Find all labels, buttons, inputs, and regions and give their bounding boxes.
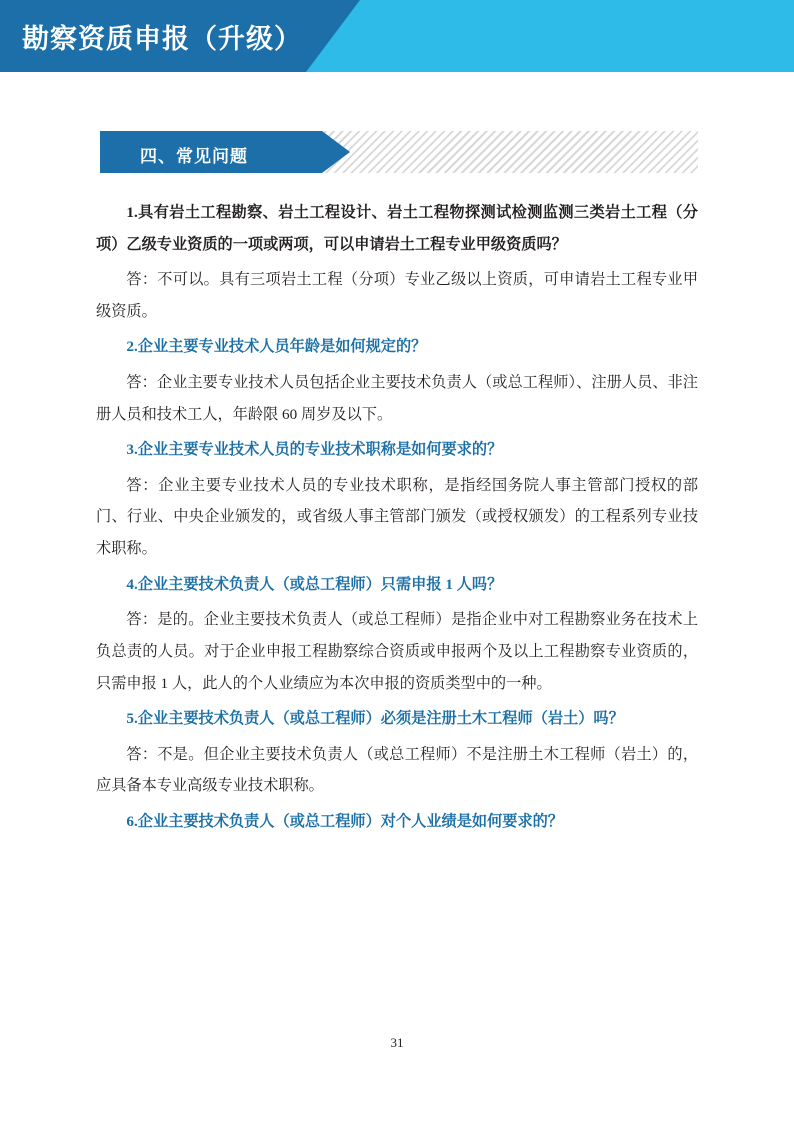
faq-answer: 答：不是。但企业主要技术负责人（或总工程师）不是注册土木工程师（岩土）的，应具备本专业高级专业技术职称。 (96, 745, 698, 795)
document-title: 勘察资质申报（升级） (22, 24, 302, 54)
section-hatch-decoration (300, 131, 698, 173)
faq-question: 3.企业主要专业技术人员的专业技术职称是如何要求的？ (126, 441, 503, 459)
section-heading-label: 四、常见问题 (140, 147, 248, 166)
page-number: 31 (390, 1035, 404, 1050)
faq-answer: 答：是的。企业主要技术负责人（或总工程师）是指企业中对工程勘察业务在技术上负总责的人员。对于企业申报工程勘察综合资质或申报两个及以上工程勘察专业资质的，只需申报 1 人，此人的个人业绩应为本次申报的资质类型中的一种。 (96, 611, 698, 692)
faq-answer: 答：企业主要专业技术人员的专业技术职称，是指经国务院人事主管部门授权的部门、行业、中央企业颁发的，或省级人事主管部门颁发（或授权颁发）的工程系列专业技术职称。 (96, 476, 698, 558)
page-header (0, 0, 794, 72)
faq-answer: 答：不可以。具有三项岩土工程（分项）专业乙级以上资质，可申请岩土工程专业甲级资质。 (96, 271, 698, 320)
faq-question: 6.企业主要技术负责人（或总工程师）对个人业绩是如何要求的？ (126, 812, 564, 830)
faq-question: 2.企业主要专业技术人员年龄是如何规定的？ (126, 338, 427, 356)
faq-question: 4.企业主要技术负责人（或总工程师）只需申报 1 人吗？ (126, 575, 503, 593)
faq-question: 5.企业主要技术负责人（或总工程师）必须是注册土木工程师（岩土）吗？ (126, 710, 624, 728)
faq-question: 1.具有岩土工程勘察、岩土工程设计、岩土工程物探测试检测监测三类岩土工程（分项）乙级专业资质的一项或两项，可以申请岩土工程专业甲级资质吗？ (96, 204, 698, 253)
faq-answer: 答：企业主要专业技术人员包括企业主要技术负责人（或总工程师）、注册人员、非注册人员和技术工人，年龄限 60 周岁及以下。 (96, 374, 698, 423)
faq-content (0, 173, 794, 838)
section-heading (0, 131, 794, 173)
